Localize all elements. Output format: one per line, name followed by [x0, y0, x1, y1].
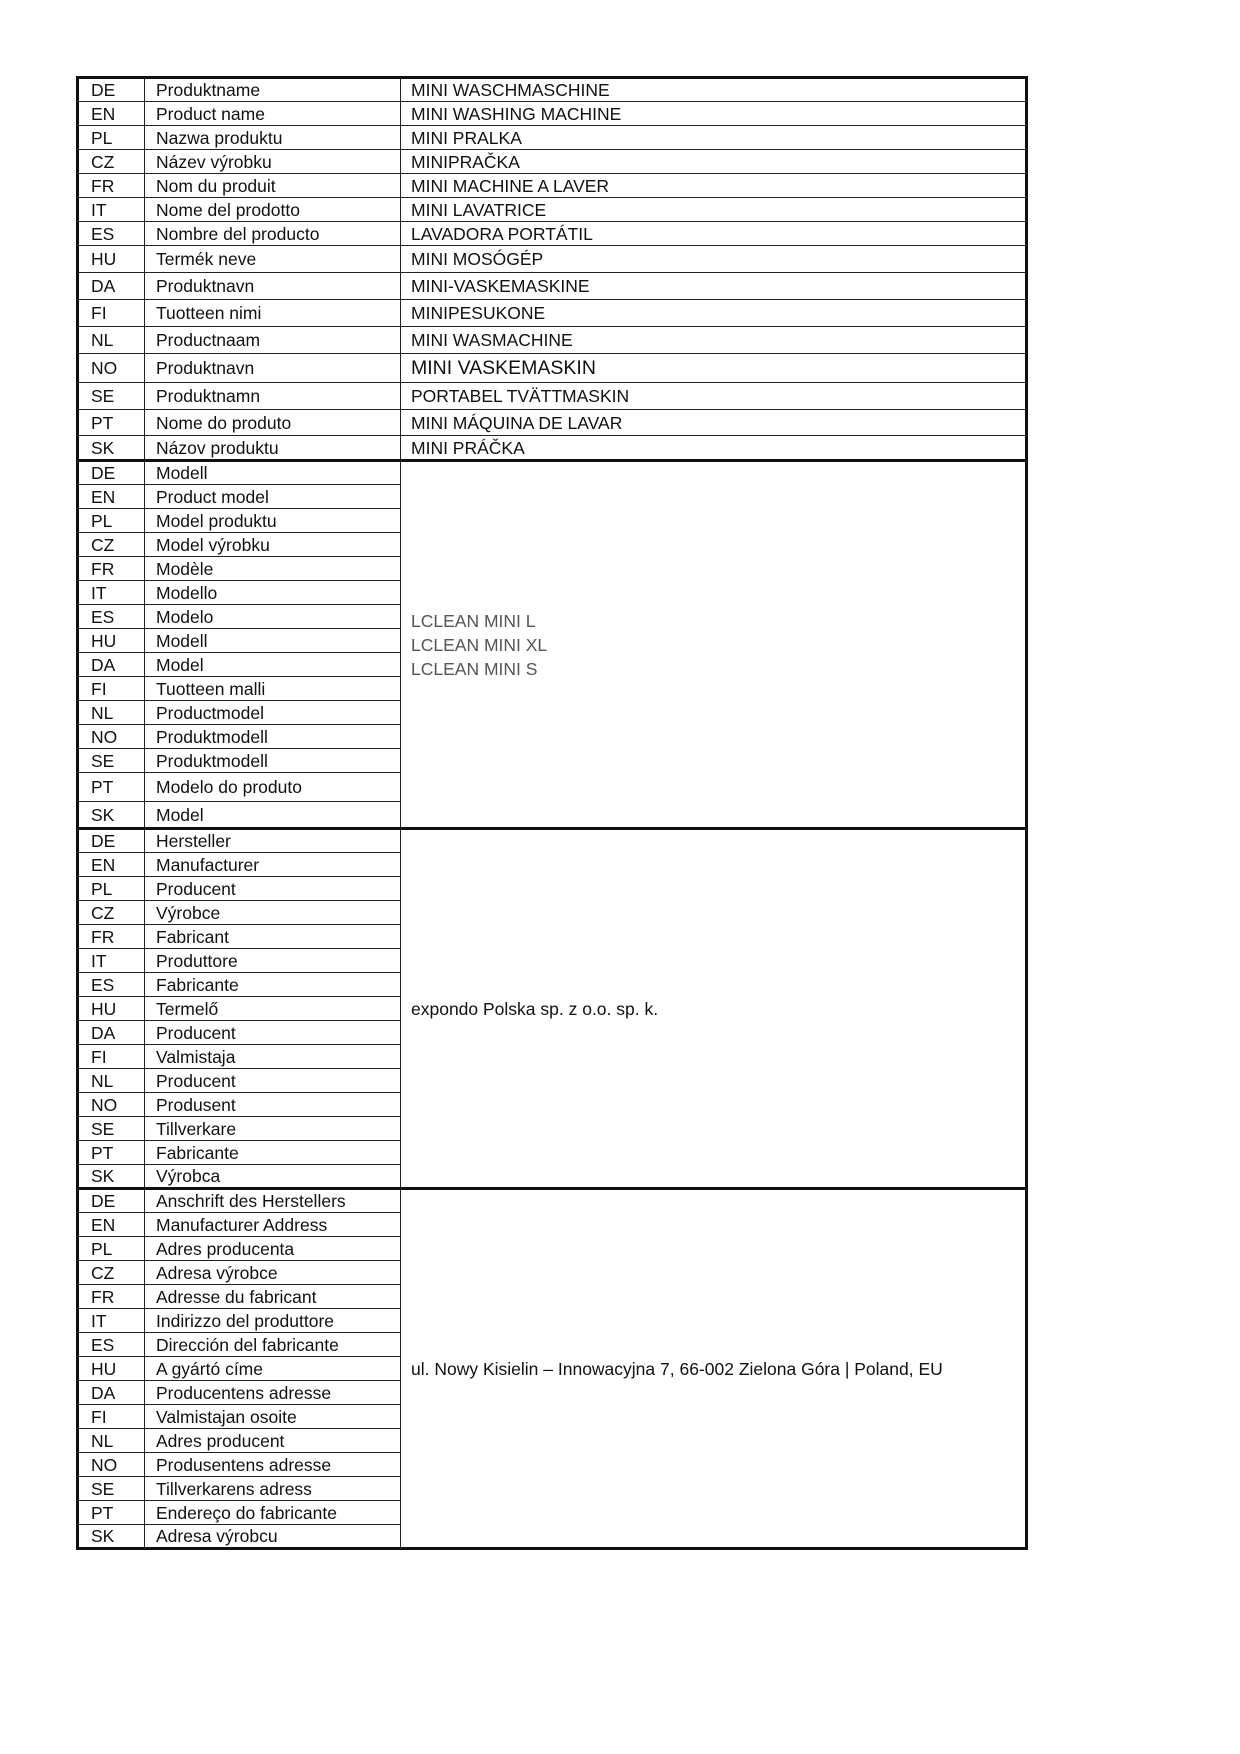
field-label: Producent: [145, 1069, 401, 1093]
field-label: Tuotteen nimi: [145, 300, 401, 327]
language-code: HU: [78, 246, 145, 273]
language-code: NO: [78, 1093, 145, 1117]
language-code: SE: [78, 383, 145, 410]
language-code: EN: [78, 485, 145, 509]
language-code: SK: [78, 436, 145, 461]
table-row: [78, 383, 1027, 410]
field-label: Adres producenta: [145, 1237, 401, 1261]
field-label: Product model: [145, 485, 401, 509]
product-name-value: MINI MACHINE A LAVER: [401, 174, 1027, 198]
product-name-value: MINI MOSÓGÉP: [401, 246, 1027, 273]
language-code: HU: [78, 1357, 145, 1381]
table-row: [78, 102, 1027, 126]
table-row: [78, 126, 1027, 150]
field-label: Termék neve: [145, 246, 401, 273]
field-label: Producent: [145, 877, 401, 901]
table-row: [78, 1189, 1027, 1213]
field-label: Tillverkare: [145, 1117, 401, 1141]
section-model: [78, 461, 1027, 829]
product-name-value: MINI PRÁČKA: [401, 436, 1027, 461]
language-code: SE: [78, 1117, 145, 1141]
product-name-value: MINI MÁQUINA DE LAVAR: [401, 410, 1027, 436]
product-name-value: MINI VASKEMASKIN: [401, 354, 1027, 383]
field-label: Anschrift des Herstellers: [145, 1189, 401, 1213]
table-row: [78, 174, 1027, 198]
language-code: ES: [78, 605, 145, 629]
field-label: Indirizzo del produttore: [145, 1309, 401, 1333]
language-code: NO: [78, 1453, 145, 1477]
product-name-value: MINI PRALKA: [401, 126, 1027, 150]
table-row: [78, 354, 1027, 383]
language-code: PL: [78, 509, 145, 533]
language-code: DA: [78, 1021, 145, 1045]
field-label: Dirección del fabricante: [145, 1333, 401, 1357]
language-code: EN: [78, 1213, 145, 1237]
language-code: PL: [78, 1237, 145, 1261]
language-code: SE: [78, 1477, 145, 1501]
language-code: IT: [78, 581, 145, 605]
table-row: [78, 78, 1027, 102]
model-value-cell: [401, 461, 1027, 829]
language-code: HU: [78, 997, 145, 1021]
language-code: NL: [78, 701, 145, 725]
product-name-value: LAVADORA PORTÁTIL: [401, 222, 1027, 246]
field-label: Model: [145, 802, 401, 829]
field-label: Adres producent: [145, 1429, 401, 1453]
language-code: SK: [78, 1525, 145, 1549]
language-code: FR: [78, 557, 145, 581]
field-label: Výrobca: [145, 1165, 401, 1189]
language-code: NO: [78, 354, 145, 383]
field-label: Hersteller: [145, 829, 401, 853]
field-label: Produktnavn: [145, 354, 401, 383]
field-label: Modell: [145, 629, 401, 653]
language-code: ES: [78, 222, 145, 246]
product-name-value: MINI WASHING MACHINE: [401, 102, 1027, 126]
field-label: Fabricant: [145, 925, 401, 949]
field-label: Fabricante: [145, 1141, 401, 1165]
field-label: Model: [145, 653, 401, 677]
field-label: Adresa výrobce: [145, 1261, 401, 1285]
field-label: Nom du produit: [145, 174, 401, 198]
language-code: CZ: [78, 1261, 145, 1285]
field-label: Produktmodell: [145, 725, 401, 749]
field-label: Produktnamn: [145, 383, 401, 410]
field-label: Termelő: [145, 997, 401, 1021]
language-code: DA: [78, 653, 145, 677]
language-code: FR: [78, 174, 145, 198]
language-code: IT: [78, 949, 145, 973]
language-code: ES: [78, 1333, 145, 1357]
language-code: PL: [78, 126, 145, 150]
language-code: SK: [78, 802, 145, 829]
language-code: ES: [78, 973, 145, 997]
field-label: A gyártó címe: [145, 1357, 401, 1381]
product-name-value: MINI LAVATRICE: [401, 198, 1027, 222]
table-row: [78, 327, 1027, 354]
field-label: Adresa výrobcu: [145, 1525, 401, 1549]
language-code: FR: [78, 925, 145, 949]
language-code: EN: [78, 853, 145, 877]
product-name-value: MINI WASMACHINE: [401, 327, 1027, 354]
field-label: Modell: [145, 461, 401, 485]
language-code: DE: [78, 461, 145, 485]
language-code: SE: [78, 749, 145, 773]
table-row: [78, 410, 1027, 436]
language-code: DA: [78, 273, 145, 300]
language-code: PT: [78, 410, 145, 436]
language-code: IT: [78, 1309, 145, 1333]
field-label: Nazwa produktu: [145, 126, 401, 150]
field-label: Adresse du fabricant: [145, 1285, 401, 1309]
language-code: IT: [78, 198, 145, 222]
field-label: Model produktu: [145, 509, 401, 533]
field-label: Model výrobku: [145, 533, 401, 557]
language-code: EN: [78, 102, 145, 126]
field-label: Nombre del producto: [145, 222, 401, 246]
field-label: Modelo: [145, 605, 401, 629]
table-row: [78, 829, 1027, 853]
language-code: HU: [78, 629, 145, 653]
model-value: LCLEAN MINI L: [411, 610, 536, 631]
field-label: Produktnavn: [145, 273, 401, 300]
table-row: [78, 300, 1027, 327]
language-code: CZ: [78, 150, 145, 174]
field-label: Valmistajan osoite: [145, 1405, 401, 1429]
product-name-value: MINI-VASKEMASKINE: [401, 273, 1027, 300]
field-label: Manufacturer Address: [145, 1213, 401, 1237]
manufacturer-address-value: ul. Nowy Kisielin – Innowacyjna 7, 66-002 Zielona Góra | Poland, EU: [401, 1189, 1027, 1549]
product-name-value: MINI WASCHMASCHINE: [401, 78, 1027, 102]
model-value: LCLEAN MINI S: [411, 658, 538, 679]
section-manufacturer: [78, 829, 1027, 1189]
language-code: PL: [78, 877, 145, 901]
field-label: Modello: [145, 581, 401, 605]
field-label: Producentens adresse: [145, 1381, 401, 1405]
table-row: [78, 246, 1027, 273]
language-code: PT: [78, 1141, 145, 1165]
field-label: Productnaam: [145, 327, 401, 354]
language-code: DA: [78, 1381, 145, 1405]
language-code: DE: [78, 829, 145, 853]
field-label: Nome del prodotto: [145, 198, 401, 222]
table-row: [78, 273, 1027, 300]
field-label: Endereço do fabricante: [145, 1501, 401, 1525]
field-label: Product name: [145, 102, 401, 126]
language-code: SK: [78, 1165, 145, 1189]
language-code: FI: [78, 300, 145, 327]
language-code: PT: [78, 773, 145, 802]
language-code: CZ: [78, 533, 145, 557]
language-code: CZ: [78, 901, 145, 925]
field-label: Manufacturer: [145, 853, 401, 877]
language-code: FI: [78, 1045, 145, 1069]
language-code: DE: [78, 78, 145, 102]
language-code: DE: [78, 1189, 145, 1213]
table-row: [78, 198, 1027, 222]
field-label: Tuotteen malli: [145, 677, 401, 701]
field-label: Název výrobku: [145, 150, 401, 174]
table-row: [78, 461, 1027, 485]
language-code: FI: [78, 1405, 145, 1429]
field-label: Productmodel: [145, 701, 401, 725]
product-info-table: [76, 76, 1028, 1550]
table-row: [78, 222, 1027, 246]
model-value: LCLEAN MINI XL: [411, 634, 548, 655]
product-name-value: MINIPESUKONE: [401, 300, 1027, 327]
field-label: Modèle: [145, 557, 401, 581]
field-label: Valmistaja: [145, 1045, 401, 1069]
manufacturer-value: expondo Polska sp. z o.o. sp. k.: [401, 829, 1027, 1189]
field-label: Fabricante: [145, 973, 401, 997]
field-label: Produktname: [145, 78, 401, 102]
field-label: Nome do produto: [145, 410, 401, 436]
language-code: FI: [78, 677, 145, 701]
table-row: [78, 436, 1027, 461]
language-code: NL: [78, 327, 145, 354]
product-name-value: MINIPRAČKA: [401, 150, 1027, 174]
field-label: Produsentens adresse: [145, 1453, 401, 1477]
section-manufacturer-address: [78, 1189, 1027, 1549]
language-code: NL: [78, 1069, 145, 1093]
section-product-name: [78, 78, 1027, 461]
table-row: [78, 150, 1027, 174]
language-code: PT: [78, 1501, 145, 1525]
product-name-value: PORTABEL TVÄTTMASKIN: [401, 383, 1027, 410]
language-code: FR: [78, 1285, 145, 1309]
product-info-sheet: [76, 76, 1025, 1550]
field-label: Produktmodell: [145, 749, 401, 773]
language-code: NL: [78, 1429, 145, 1453]
field-label: Producent: [145, 1021, 401, 1045]
language-code: NO: [78, 725, 145, 749]
field-label: Produttore: [145, 949, 401, 973]
field-label: Tillverkarens adress: [145, 1477, 401, 1501]
field-label: Produsent: [145, 1093, 401, 1117]
field-label: Výrobce: [145, 901, 401, 925]
field-label: Názov produktu: [145, 436, 401, 461]
field-label: Modelo do produto: [145, 773, 401, 802]
